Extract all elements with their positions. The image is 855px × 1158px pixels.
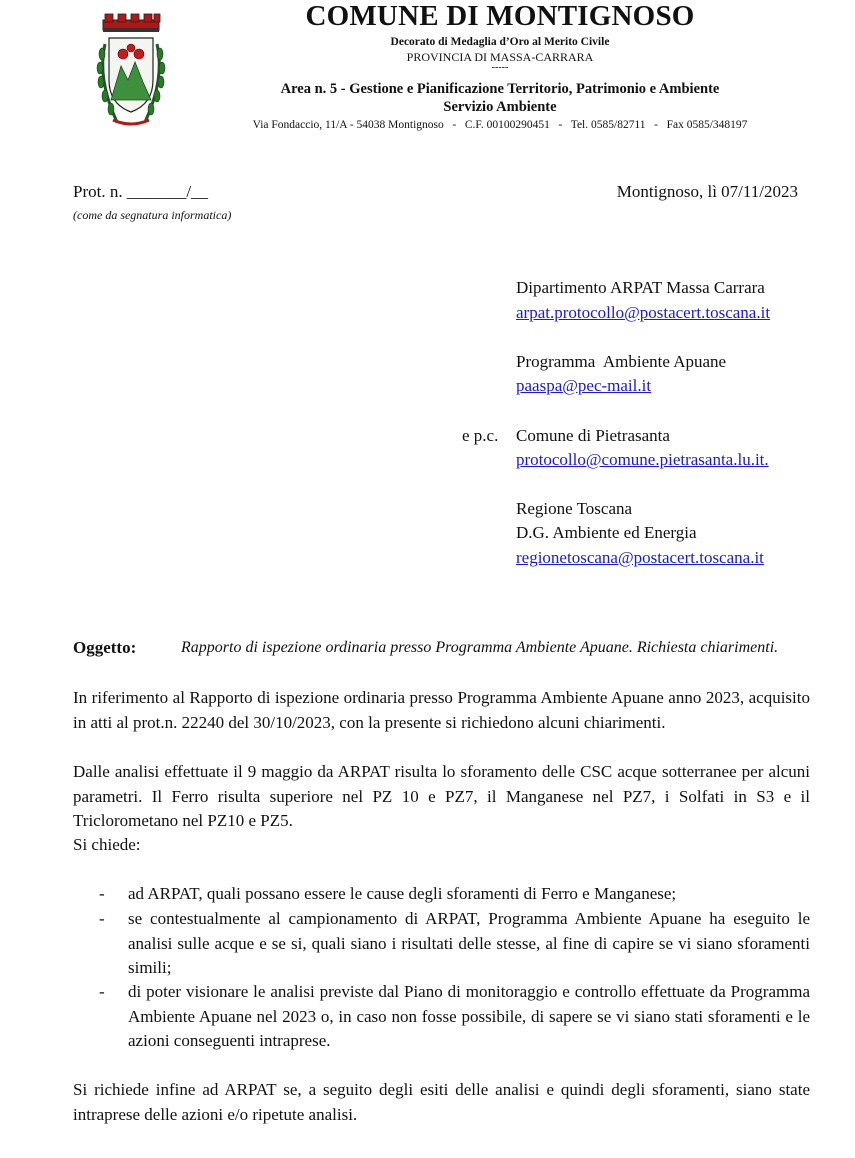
recipient-name: Dipartimento ARPAT Massa Carrara <box>516 278 765 297</box>
body-paragraph: In riferimento al Rapporto di ispezione ordinaria presso Programma Ambiente Apuane anno 2023, acquisito in atti al prot.n. 22240 del 30/10/2023, con la presente si richiedono alcuni chiarimenti. <box>73 688 810 732</box>
subject-label: Oggetto: <box>73 638 137 657</box>
request-text: di poter visionare le analisi previste dal Piano di monitoraggio e controllo effettuate da Programma Ambiente Apuane nel 2023 o, in caso non fosse possibile, di sapere se vi siano stati sforamenti e le azioni conseguenti intraprese. <box>128 982 810 1050</box>
municipal-crest-logo <box>95 4 167 130</box>
recipient-email-link[interactable]: arpat.protocollo@postacert.toscana.it <box>516 303 771 322</box>
recipient-email-link[interactable]: protocollo@comune.pietrasanta.lu.it. <box>516 450 769 469</box>
service-line: Servizio Ambiente <box>443 99 557 115</box>
request-text: se contestualmente al campionamento di ARPAT, Programma Ambiente Apuane ha eseguito le analisi sulle acque e se si, quali siano i risultati delle stesse, al fine di capire se vi siano sforamenti simili; <box>128 909 810 977</box>
recipient-name: Comune di Pietrasanta <box>516 426 670 445</box>
province-line: PROVINCIA DI MASSA-CARRARA <box>406 50 594 64</box>
address-line: Via Fondaccio, 11/A - 54038 Montignoso - C.F. 00100290451 - Tel. 0585/82711 - Fax 0585/348197 <box>252 119 748 131</box>
bullet-dash: - <box>99 909 105 928</box>
recipient-name: Regione Toscana <box>516 499 633 518</box>
subject-text: Rapporto di ispezione ordinaria presso Programma Ambiente Apuane. Richiesta chiarimenti. <box>181 639 779 656</box>
place-date: Montignoso, lì 07/11/2023 <box>616 182 798 201</box>
protocol-note: (come da segnatura informatica) <box>73 208 232 222</box>
recipient-email-link[interactable]: regionetoscana@postacert.toscana.it <box>516 548 764 567</box>
area-line: Area n. 5 - Gestione e Pianificazione Territorio, Patrimonio e Ambiente <box>280 81 720 97</box>
body-paragraph: Si richiede infine ad ARPAT se, a seguito degli esiti delle analisi e quindi degli sforamenti, siano state intraprese delle azioni e/o ripetute analisi. <box>73 1080 810 1124</box>
decoration-line: Decorato di Medaglia d’Oro al Merito Civile <box>390 36 610 48</box>
bullet-dash: - <box>99 982 105 1001</box>
recipient-name: Programma Ambiente Apuane <box>516 352 727 371</box>
body-paragraph: Dalle analisi effettuate il 9 maggio da ARPAT risulta lo sforamento delle CSC acque sotterranee per alcuni parametri. Il Ferro risulta superiore nel PZ 10 e PZ7, il Manganese nel PZ7, i Solfati in S3 e il Triclorometano nel PZ10 e PZ5. <box>73 762 810 830</box>
header-separator: ----- <box>491 62 509 73</box>
municipality-title: COMUNE DI MONTIGNOSO <box>305 0 695 32</box>
request-text: ad ARPAT, quali possano essere le cause degli sforamenti di Ferro e Manganese; <box>128 884 677 903</box>
cc-label: e p.c. <box>462 426 499 445</box>
bullet-dash: - <box>99 884 105 903</box>
recipient-email-link[interactable]: paaspa@pec-mail.it <box>516 376 652 395</box>
body-paragraph: Si chiede: <box>73 835 141 854</box>
recipient-department: D.G. Ambiente ed Energia <box>516 523 697 542</box>
protocol-number: Prot. n. _______/__ <box>73 182 209 201</box>
